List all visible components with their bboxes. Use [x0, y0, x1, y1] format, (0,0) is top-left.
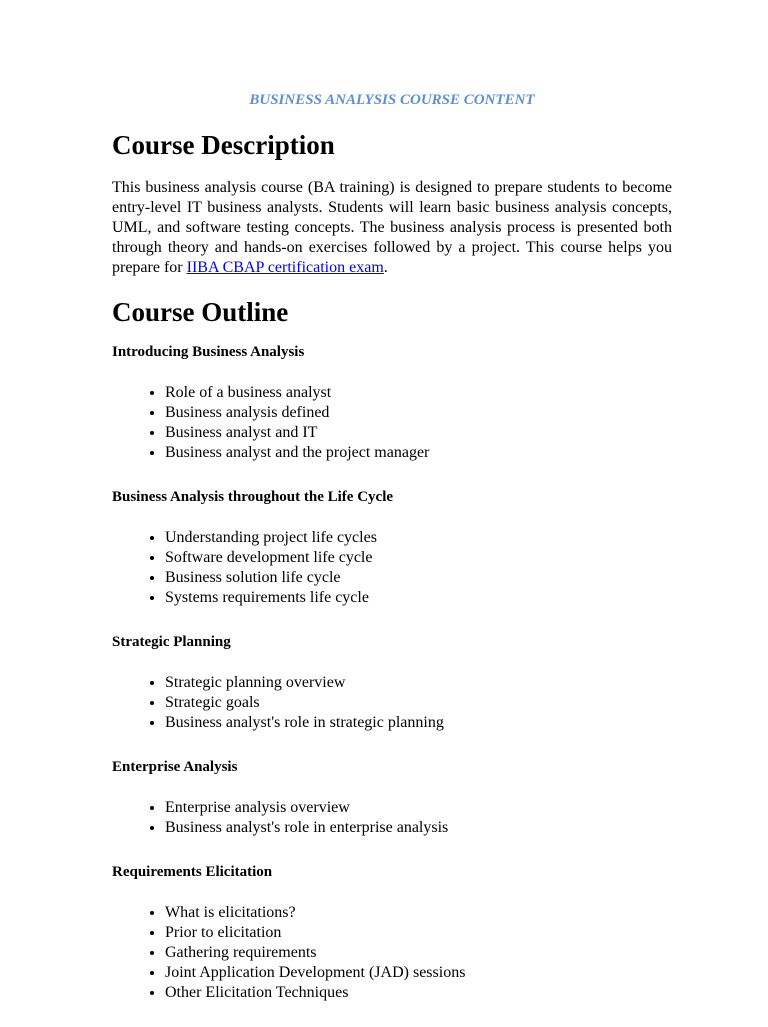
list-item: • Role of a business analyst [165, 383, 672, 403]
list-item: • Software development life cycle [165, 548, 672, 568]
section-list [112, 528, 672, 608]
section-list [112, 903, 672, 1003]
iiba-cbap-link[interactable]: IIBA CBAP certification exam [186, 259, 384, 276]
list-item: • Other Elicitation Techniques [165, 983, 672, 1003]
section-heading: Introducing Business Analysis [112, 344, 305, 360]
list-item: • Business analysis defined [165, 403, 672, 423]
list-item: • Business analyst's role in enterprise analysis [165, 818, 672, 838]
course-outline-heading: Course Outline [112, 297, 289, 327]
list-item: • Strategic planning overview [165, 673, 672, 693]
section-list [112, 673, 672, 733]
section-heading: Enterprise Analysis [112, 759, 238, 775]
list-item: • Joint Application Development (JAD) sessions [165, 963, 672, 983]
section-heading: Business Analysis throughout the Life Cycle [112, 489, 394, 505]
section-heading: Requirements Elicitation [112, 864, 273, 880]
list-item: • Business analyst and IT [165, 423, 672, 443]
document-title: BUSINESS ANALYSIS COURSE CONTENT [249, 92, 535, 108]
list-item: • Understanding project life cycles [165, 528, 672, 548]
list-item: • Enterprise analysis overview [165, 798, 672, 818]
list-item: • Gathering requirements [165, 943, 672, 963]
section-list [112, 383, 672, 463]
list-item: • Strategic goals [165, 693, 672, 713]
list-item: • Business solution life cycle [165, 568, 672, 588]
course-description-heading: Course Description [112, 130, 335, 160]
list-item: • Business analyst and the project manager [165, 443, 672, 463]
list-item: • What is elicitations? [165, 903, 672, 923]
list-item: • Business analyst's role in strategic planning [165, 713, 672, 733]
section-list [112, 798, 672, 838]
list-item: • Prior to elicitation [165, 923, 672, 943]
list-item: • Systems requirements life cycle [165, 588, 672, 608]
course-outline [112, 342, 672, 1027]
course-description-text: This business analysis course (BA training) is designed to prepare students to become entry-level IT business analysts. Students will learn basic business analysis concepts, UML, and software testing concepts. The business analysis process is presented both through theory and hands-on exercises followed by a project. This course helps you prepare for IIBA CBAP certification exam. [112, 179, 672, 276]
section-heading: Strategic Planning [112, 634, 231, 650]
